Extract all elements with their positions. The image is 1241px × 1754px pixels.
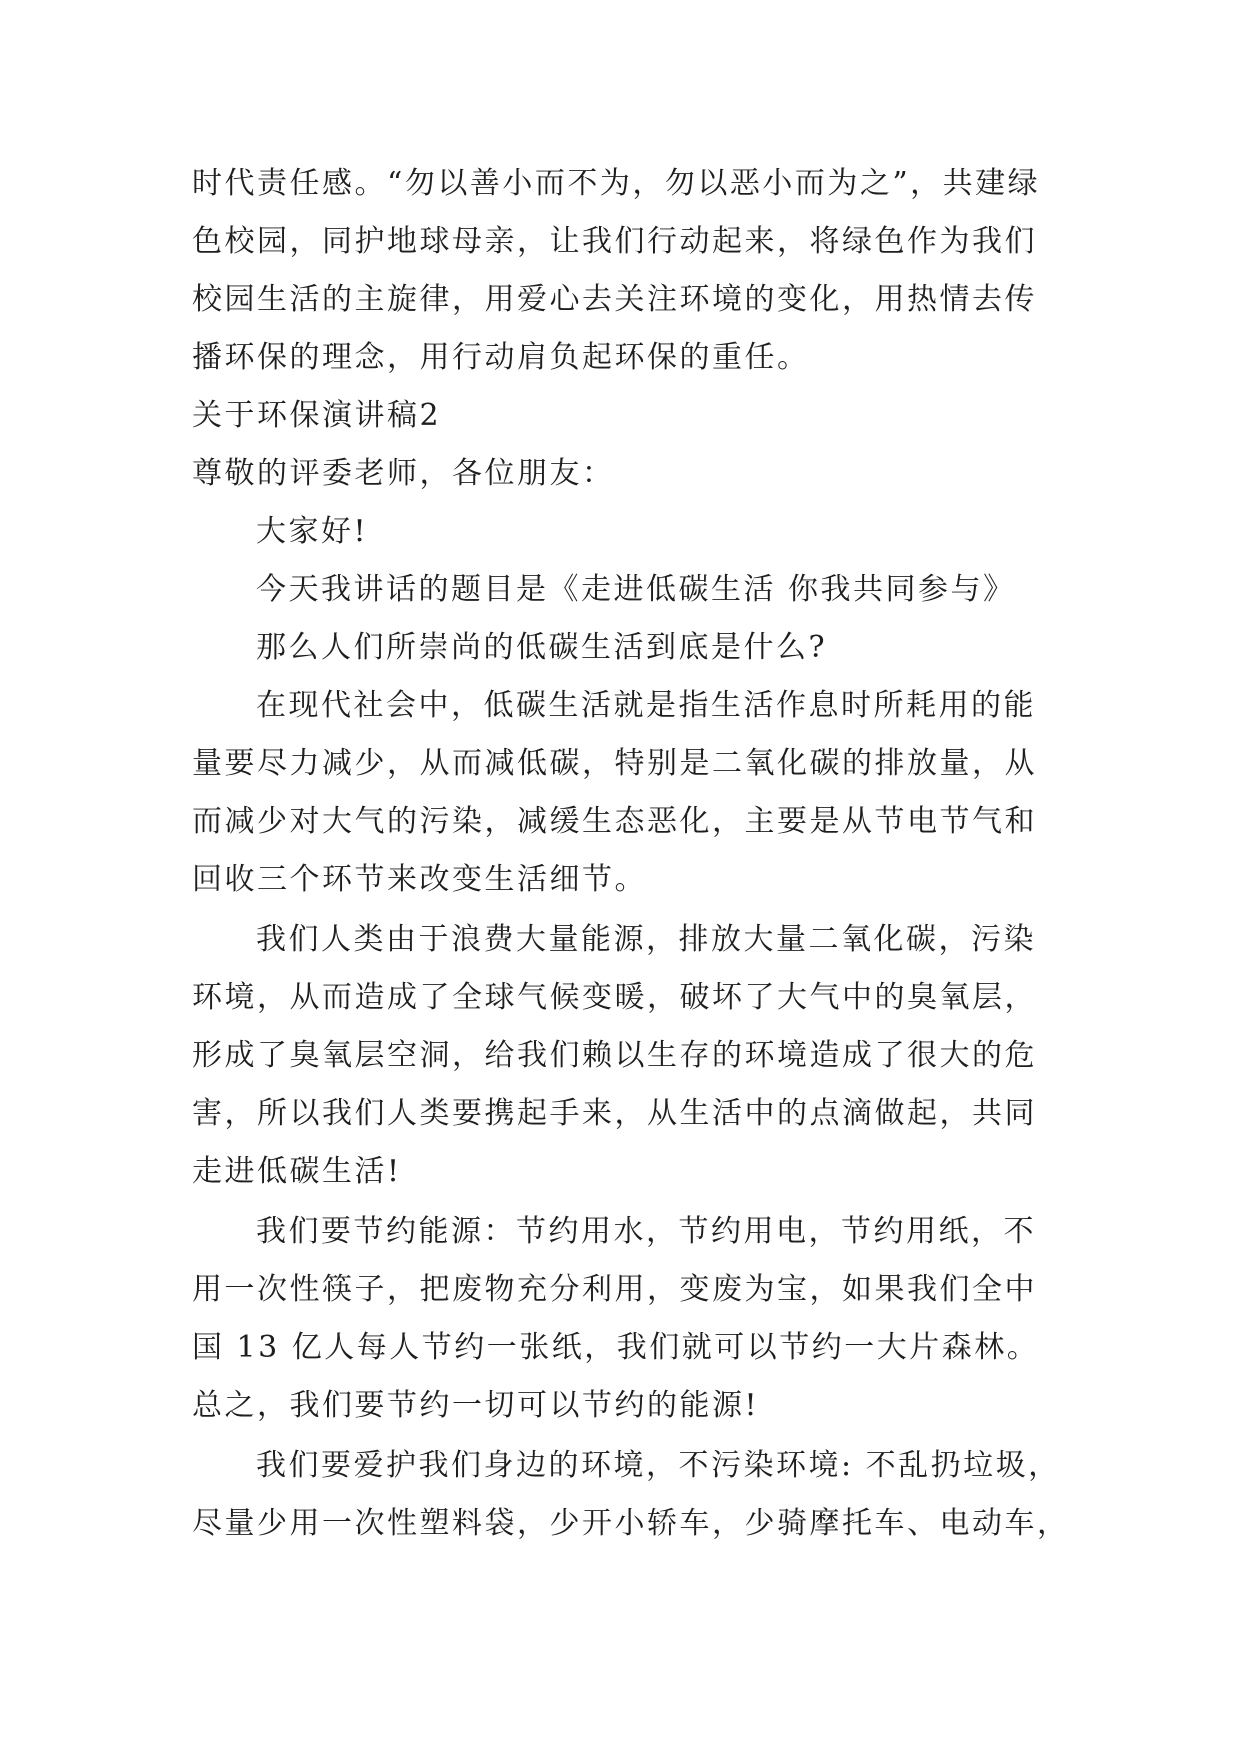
text-line: 在现代社会中，低碳生活就是指生活作息时所耗用的能	[256, 688, 1036, 723]
text-line: 时代责任感。“勿以善小而不为，勿以恶小而为之”，共建绿	[192, 166, 1041, 201]
text-line: 环境，从而造成了全球气候变暖，破坏了大气中的臭氧层，	[192, 980, 1037, 1015]
text-line: 量要尽力减少，从而减低碳，特别是二氧化碳的排放量，从	[192, 746, 1037, 781]
salutation: 尊敬的评委老师，各位朋友：	[192, 456, 615, 491]
text-line: 形成了臭氧层空洞，给我们赖以生存的环境造成了很大的危	[192, 1038, 1037, 1073]
text-line: 尽量少用一次性塑料袋，少开小轿车，少骑摩托车、电动车，	[192, 1506, 1070, 1541]
text-line: 总之，我们要节约一切可以节约的能源!	[192, 1388, 760, 1423]
text-line: 我们要爱护我们身边的环境，不污染环境: 不乱扔垃圾，	[256, 1448, 1061, 1483]
text-line: 国 13 亿人每人节约一张纸，我们就可以节约一大片森林。	[192, 1330, 1040, 1365]
text-line: 我们人类由于浪费大量能源，排放大量二氧化碳，污染	[256, 922, 1036, 957]
text-line: 回收三个环节来改变生活细节。	[192, 862, 647, 897]
text-line: 害，所以我们人类要携起手来，从生活中的点滴做起，共同	[192, 1096, 1037, 1131]
text-line: 那么人们所崇尚的低碳生活到底是什么?	[256, 630, 828, 665]
text-line: 今天我讲话的题目是《走进低碳生活 你我共同参与》	[256, 572, 1016, 607]
text-line: 播环保的理念，用行动肩负起环保的重任。	[192, 340, 810, 375]
text-line: 而减少对大气的污染，减缓生态恶化，主要是从节电节气和	[192, 804, 1037, 839]
text-line: 色校园，同护地球母亲，让我们行动起来，将绿色作为我们	[192, 224, 1037, 259]
greeting: 大家好!	[256, 514, 369, 549]
text-line: 校园生活的主旋律，用爱心去关注环境的变化，用热情去传	[192, 282, 1037, 317]
text-line: 我们要节约能源：节约用水，节约用电，节约用纸，不	[256, 1214, 1036, 1249]
text-line: 走进低碳生活!	[192, 1154, 402, 1189]
section-heading: 关于环保演讲稿2	[192, 398, 442, 433]
text-line: 用一次性筷子，把废物充分利用，变废为宝，如果我们全中	[192, 1272, 1037, 1307]
